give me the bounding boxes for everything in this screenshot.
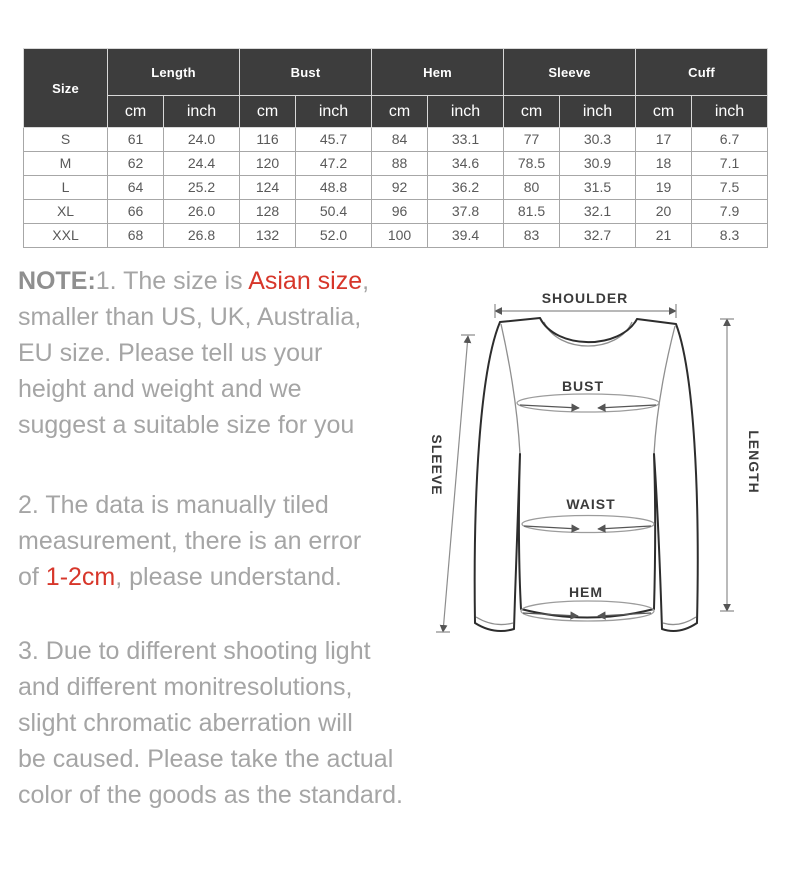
note-line — [18, 371, 448, 407]
note-highlight-text: Asian size — [248, 267, 363, 295]
measure-cell: 81.5 — [504, 200, 560, 224]
measure-cell: 36.2 — [428, 176, 504, 200]
note-text: measurement, there is an error — [18, 527, 362, 555]
measure-cell: 25.2 — [164, 176, 240, 200]
size-rows — [24, 128, 768, 248]
measure-cell: 77 — [504, 128, 560, 152]
measure-cell: 52.0 — [296, 224, 372, 248]
measure-cell: 24.0 — [164, 128, 240, 152]
table-row — [24, 128, 768, 152]
measure-cell: 128 — [240, 200, 296, 224]
unit-header-inch: inch — [428, 96, 504, 128]
note-text: suggest a suitable size for you — [18, 411, 355, 439]
note-line — [18, 299, 448, 335]
note-text: 3. Due to different shooting light — [18, 637, 371, 665]
waist-ellipse — [522, 516, 654, 533]
measure-cell: 80 — [504, 176, 560, 200]
size-cell: M — [24, 152, 108, 176]
note-text: NOTE: — [18, 267, 96, 295]
measure-cell: 18 — [636, 152, 692, 176]
unit-header-cm: cm — [504, 96, 560, 128]
group-header-sleeve: Sleeve — [504, 49, 636, 96]
unit-header-inch: inch — [296, 96, 372, 128]
length-label: LENGTH — [746, 430, 762, 494]
measurement-lines — [436, 304, 734, 632]
measure-cell: 68 — [108, 224, 164, 248]
note-line — [18, 669, 448, 705]
measure-cell: 26.8 — [164, 224, 240, 248]
measure-cell: 24.4 — [164, 152, 240, 176]
size-cell: S — [24, 128, 108, 152]
note-text: of — [18, 563, 46, 591]
hem-label: HEM — [568, 584, 604, 600]
measure-cell: 30.9 — [560, 152, 636, 176]
note-line — [18, 741, 448, 777]
measure-cell: 124 — [240, 176, 296, 200]
measure-cell: 21 — [636, 224, 692, 248]
measure-cell: 48.8 — [296, 176, 372, 200]
note-text: 1. The size is — [95, 267, 249, 295]
note-line — [18, 407, 448, 443]
note-text: height and weight and we — [18, 375, 302, 403]
measure-cell: 78.5 — [504, 152, 560, 176]
measure-cell: 47.2 — [296, 152, 372, 176]
note-paragraph-2 — [18, 487, 448, 595]
note-paragraph-1 — [18, 263, 448, 443]
group-header-bust: Bust — [240, 49, 372, 96]
note-text: , please understand. — [115, 563, 342, 591]
measure-cell: 132 — [240, 224, 296, 248]
note-line — [18, 263, 448, 299]
size-cell: XXL — [24, 224, 108, 248]
unit-header-inch: inch — [692, 96, 768, 128]
measure-cell: 20 — [636, 200, 692, 224]
measure-cell: 34.6 — [428, 152, 504, 176]
table-row — [24, 224, 768, 248]
note-line — [18, 487, 448, 523]
unit-header-inch: inch — [560, 96, 636, 128]
measure-cell: 84 — [372, 128, 428, 152]
shirt-measurement-diagram — [410, 278, 790, 668]
measure-cell: 120 — [240, 152, 296, 176]
sleeve-label: SLEEVE — [429, 434, 445, 496]
sleeve-arrow — [443, 336, 468, 632]
size-cell: XL — [24, 200, 108, 224]
group-header-hem: Hem — [372, 49, 504, 96]
measure-cell: 17 — [636, 128, 692, 152]
measure-cell: 62 — [108, 152, 164, 176]
measure-cell: 92 — [372, 176, 428, 200]
measure-cell: 26.0 — [164, 200, 240, 224]
measure-cell: 50.4 — [296, 200, 372, 224]
measure-cell: 88 — [372, 152, 428, 176]
shoulder-label: SHOULDER — [541, 290, 629, 306]
measure-cell: 30.3 — [560, 128, 636, 152]
measure-cell: 7.1 — [692, 152, 768, 176]
waist-label: WAIST — [566, 496, 616, 512]
table-row — [24, 176, 768, 200]
note-text: 2. The data is manually tiled — [18, 491, 329, 519]
measure-cell: 83 — [504, 224, 560, 248]
size-corner-header: Size — [24, 49, 108, 128]
table-header — [24, 49, 768, 128]
size-cell: L — [24, 176, 108, 200]
note-paragraph-3 — [18, 633, 448, 813]
unit-header-cm: cm — [636, 96, 692, 128]
measure-cell: 116 — [240, 128, 296, 152]
note-text: color of the goods as the standard. — [18, 781, 403, 809]
note-text: and different monitresolutions, — [18, 673, 353, 701]
measure-cell: 7.9 — [692, 200, 768, 224]
note-line — [18, 705, 448, 741]
measure-cell: 96 — [372, 200, 428, 224]
note-text: EU size. Please tell us your — [18, 339, 323, 367]
measure-cell: 33.1 — [428, 128, 504, 152]
measure-cell: 8.3 — [692, 224, 768, 248]
note-line — [18, 633, 448, 669]
note-line — [18, 523, 448, 559]
note-line — [18, 559, 448, 595]
measure-cell: 32.1 — [560, 200, 636, 224]
note-highlight-text: 1-2cm — [45, 563, 116, 591]
group-header-length: Length — [108, 49, 240, 96]
measure-cell: 7.5 — [692, 176, 768, 200]
note-line — [18, 777, 448, 813]
note-text: be caused. Please take the actual — [18, 745, 394, 773]
measure-cell: 32.7 — [560, 224, 636, 248]
measure-cell: 66 — [108, 200, 164, 224]
measure-cell: 100 — [372, 224, 428, 248]
unit-header-cm: cm — [240, 96, 296, 128]
note-line — [18, 335, 448, 371]
measure-cell: 6.7 — [692, 128, 768, 152]
group-header-cuff: Cuff — [636, 49, 768, 96]
table-row — [24, 152, 768, 176]
measure-cell: 37.8 — [428, 200, 504, 224]
unit-header-inch: inch — [164, 96, 240, 128]
unit-header-cm: cm — [372, 96, 428, 128]
shirt-seam-lines — [476, 322, 696, 625]
measure-cell: 39.4 — [428, 224, 504, 248]
measure-cell: 64 — [108, 176, 164, 200]
note-text: , — [362, 267, 370, 295]
header-row-groups — [24, 49, 768, 96]
bust-ellipse — [517, 394, 659, 412]
header-row-units — [24, 96, 768, 128]
unit-header-cm: cm — [108, 96, 164, 128]
table-row — [24, 200, 768, 224]
note-text: slight chromatic aberration will — [18, 709, 353, 737]
measure-cell: 45.7 — [296, 128, 372, 152]
size-chart-table — [23, 48, 768, 248]
measure-cell: 19 — [636, 176, 692, 200]
measure-cell: 31.5 — [560, 176, 636, 200]
note-text: smaller than US, UK, Australia, — [18, 303, 362, 331]
bust-label: BUST — [561, 378, 605, 394]
measure-cell: 61 — [108, 128, 164, 152]
